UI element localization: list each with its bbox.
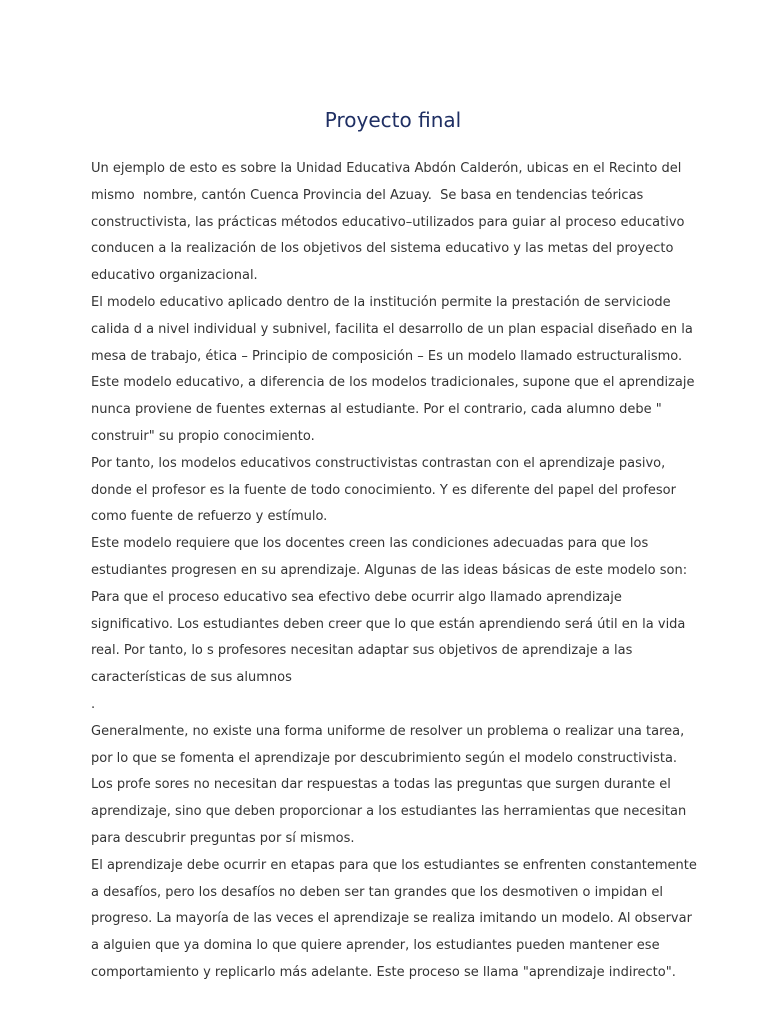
document-body xyxy=(91,156,701,987)
paragraph-8: Generalmente, no existe una forma uniforme de resolver un problema o realizar una tarea, por lo que se fomenta el aprendizaje por descubrimiento según el modelo constructivista. Los profe sores no necesitan dar respuestas a todas las preguntas que surgen durante el aprendizaje, sino que deben proporcionar a los estudiantes las herramientas que necesitan para descubrir preguntas por sí mismos. xyxy=(91,723,691,846)
document-title: Proyecto final xyxy=(324,108,462,132)
paragraph-5: Este modelo requiere que los docentes creen las condiciones adecuadas para que los estudiantes progresen en su aprendizaje. Algunas de las ideas básicas de este modelo son: xyxy=(91,536,688,578)
paragraph-3: Este modelo educativo, a diferencia de los modelos tradicionales, supone que el aprendizaje nunca proviene de fuentes externas al estudiante. Por el contrario, cada alumno debe " construir" su propio conocimiento. xyxy=(91,375,699,444)
paragraph-9: El aprendizaje debe ocurrir en etapas para que los estudiantes se enfrenten constantemente a desafíos, pero los desafíos no deben ser tan grandes que los desmotiven o impidan el progreso. La mayoría de las veces el aprendizaje se realiza imitando un modelo. Al observar a alguien que ya domina lo que quiere aprender, los estudiantes pueden mantener ese comportamiento y replicarlo más adelante. Este proceso se llama "aprendizaje indirecto". xyxy=(91,857,702,980)
paragraph-2: El modelo educativo aplicado dentro de la institución permite la prestación de serviciode calida d a nivel individual y subnivel, facilita el desarrollo de un plan espacial diseñado en la mesa de trabajo, ética – Principio de composición – Es un modelo llamado estructuralismo. xyxy=(91,294,697,364)
paragraph-7: . xyxy=(91,696,96,712)
paragraph-4: Por tanto, los modelos educativos constructivistas contrastan con el aprendizaje pasivo, donde el profesor es la fuente de todo conocimiento. Y es diferente del papel del profesor como fuente de refuerzo y estímulo. xyxy=(91,455,681,525)
paragraph-1: Un ejemplo de esto es sobre la Unidad Educativa Abdón Calderón, ubicas en el Recinto del mismo nombre, cantón Cuenca Provincia del Azuay. Se basa en tendencias teóricas constructivista, las prácticas métodos educativo–utilizados para guiar al proceso educativo conducen a la realización de los objetivos del sistema educativo y las metas del proyecto educativo organizacional. xyxy=(91,161,689,284)
paragraph-6: Para que el proceso educativo sea efectivo debe ocurrir algo llamado aprendizaje significativo. Los estudiantes deben creer que lo que están aprendiendo será útil en la vida real. Por tanto, lo s profesores necesitan adaptar sus objetivos de aprendizaje a las características de sus alumnos xyxy=(91,589,690,686)
